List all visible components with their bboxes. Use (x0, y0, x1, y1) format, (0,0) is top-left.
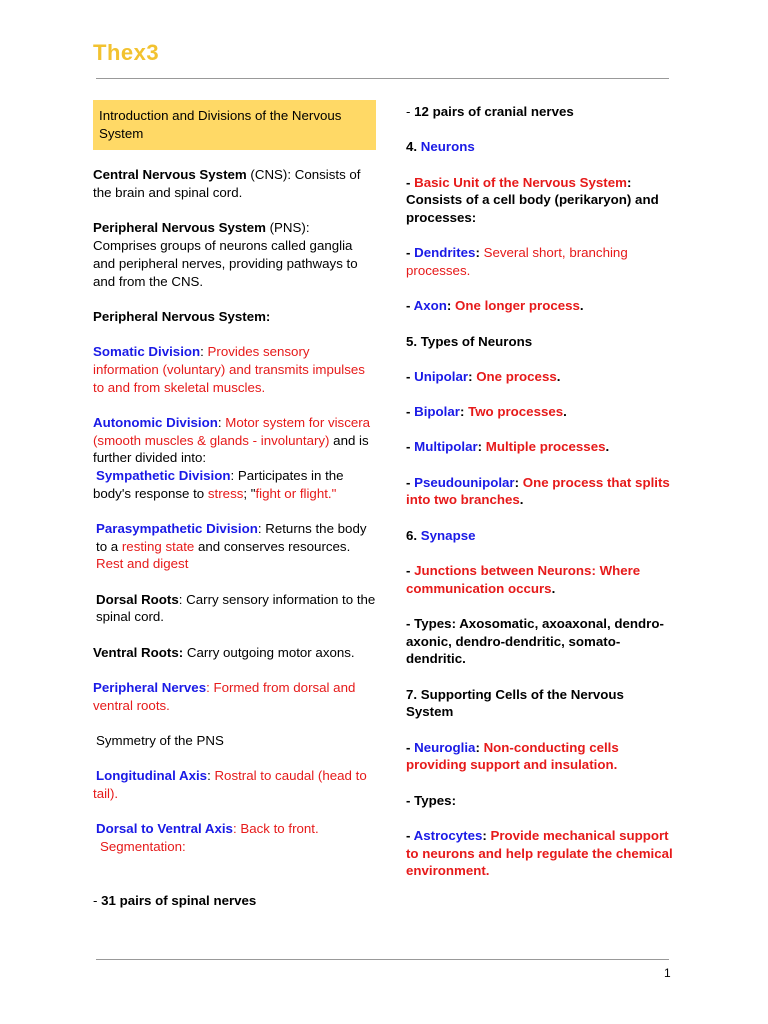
dendrites-term: Dendrites (414, 245, 476, 261)
page-number: 1 (664, 966, 671, 980)
autonomic-paragraph (93, 414, 376, 503)
astrocytes-term: Astrocytes (413, 828, 483, 844)
pseudounipolar-term: Pseudounipolar (414, 474, 515, 490)
pseudounipolar-end: . (519, 492, 524, 508)
neurons-term: Neurons (420, 139, 475, 155)
neuroglia-term: Neuroglia (414, 739, 476, 755)
parasympathetic-paragraph (93, 520, 376, 573)
pns-term: Peripheral Nervous System (93, 220, 266, 236)
left-column (93, 100, 376, 927)
bipolar-colon: : (459, 404, 469, 420)
axon-term: Axon (413, 298, 447, 314)
dorsal-ventral-paragraph (93, 820, 376, 855)
pns-definition: (PNS): Comprises groups of neurons called ganglia and peripheral nerves, providing pathways to and from the CNS. (93, 220, 358, 289)
cranial-nerves-item (406, 103, 674, 121)
neuroglia-definition: Non-conducting cells providing support and insulation. (406, 739, 619, 773)
cranial-nerves-dash: - (406, 104, 415, 119)
dorsal-ventral-term: Dorsal to Ventral Axis (96, 821, 233, 837)
longitudinal-axis-paragraph (93, 767, 376, 802)
axon-item (406, 297, 674, 315)
somatic-paragraph (93, 343, 376, 396)
somatic-term: Somatic Division (93, 344, 201, 360)
peripheral-nerves-definition: : Formed from dorsal and ventral roots. (93, 679, 356, 713)
peripheral-nerves-paragraph (93, 679, 376, 714)
cns-definition: (CNS): Consists of the brain and spinal cord. (93, 167, 361, 201)
ventral-roots-paragraph (93, 644, 376, 662)
bipolar-definition: Two processes (468, 404, 564, 420)
dorsal-roots-term: Dorsal Roots (96, 591, 179, 607)
unipolar-definition: One process (476, 368, 557, 384)
dendrites-colon: : (475, 245, 484, 261)
astrocytes-colon: : (482, 828, 491, 844)
neurons-heading (406, 138, 674, 156)
longitudinal-axis-term: Longitudinal Axis (96, 768, 208, 784)
axon-definition: One longer process (455, 298, 580, 314)
unipolar-dash: - (406, 368, 415, 384)
spinal-nerves-dash: - (93, 892, 102, 908)
dorsal-ventral-definition: : Back to front. (232, 821, 319, 837)
ventral-roots-term: Ventral Roots: (93, 644, 184, 660)
pns-paragraph (93, 219, 376, 290)
junctions-item (406, 562, 674, 597)
astrocytes-item (406, 827, 674, 880)
sympathetic-fight: fight or flight." (255, 485, 337, 501)
autonomic-definition: Motor system for viscera (smooth muscles & glands - involuntary) (93, 414, 371, 448)
parasympathetic-text-1: : Returns the body to a (96, 520, 367, 554)
dendrites-item (406, 244, 674, 279)
sympathetic-term: Sympathetic Division (96, 467, 231, 483)
sympathetic-stress: stress (207, 485, 244, 501)
dorsal-roots-paragraph (93, 591, 376, 626)
synapse-heading (406, 527, 674, 545)
pseudounipolar-dash: - (406, 474, 415, 490)
multipolar-term: Multipolar (414, 439, 478, 455)
sympathetic-text-2: ; " (243, 485, 256, 501)
autonomic-colon: : (217, 414, 226, 430)
cns-term: Central Nervous System (93, 167, 247, 183)
pseudounipolar-item (406, 474, 674, 509)
synapse-term: Synapse (420, 527, 476, 543)
right-column (406, 103, 674, 898)
basic-unit-dash: - (406, 174, 415, 190)
astrocytes-definition: Provide mechanical support to neurons and help regulate the chemical environment. (406, 828, 673, 879)
basic-unit-term: Basic Unit of the Nervous System (414, 174, 627, 190)
symmetry-heading: Symmetry of the PNS (96, 732, 224, 748)
multipolar-item (406, 438, 674, 456)
somatic-definition: Provides sensory information (voluntary) and transmits impulses to and from skeletal muscles. (93, 344, 365, 395)
pseudounipolar-colon: : (514, 474, 523, 490)
parasympathetic-text-2: and conserves resources. (194, 538, 351, 554)
ventral-roots-definition: Carry outgoing motor axons. (183, 644, 355, 660)
dendrites-dash: - (406, 245, 415, 261)
unipolar-term: Unipolar (414, 368, 469, 384)
longitudinal-axis-definition: Rostral to caudal (head to tail). (93, 768, 367, 801)
multipolar-definition: Multiple processes (485, 439, 606, 455)
longitudinal-axis-colon: : (207, 768, 215, 784)
cns-paragraph (93, 166, 376, 201)
bipolar-end: . (563, 404, 567, 420)
header-divider (96, 78, 669, 79)
multipolar-colon: : (477, 439, 486, 455)
multipolar-dash: - (406, 439, 415, 455)
axon-dash: - (406, 298, 414, 314)
parasympathetic-term: Parasympathetic Division (96, 520, 258, 536)
dorsal-roots-definition: : Carry sensory information to the spinal cord. (96, 591, 376, 625)
parasympathetic-resting: resting state (121, 538, 195, 554)
axon-colon: : (446, 298, 456, 314)
bipolar-dash: - (406, 404, 415, 420)
autonomic-rest: and is further divided into: (93, 432, 369, 466)
basic-unit-definition: : Consists of a cell body (perikaryon) and processes: (406, 174, 659, 225)
parasympathetic-rest: Rest and digest (96, 556, 189, 572)
pseudounipolar-definition: One process that splits into two branches (406, 474, 670, 508)
spinal-nerves-item (93, 892, 376, 910)
peripheral-nerves-term: Peripheral Nerves (93, 679, 207, 695)
neuroglia-colon: : (475, 739, 484, 755)
neurons-number: 4. (406, 139, 421, 155)
synapse-number: 6. (406, 527, 421, 543)
spinal-nerves-text: 31 pairs of spinal nerves (101, 892, 257, 908)
footer-divider (96, 959, 669, 960)
segmentation-label: Segmentation: (100, 838, 186, 854)
neuroglia-dash: - (406, 739, 415, 755)
junctions-dash: - (406, 563, 415, 579)
unipolar-colon: : (468, 368, 477, 384)
brand-logo-text: Thex3 (93, 40, 160, 65)
synapse-types-item: - Types: Axosomatic, axoaxonal, dendro-axonic, dendro-dendritic, somato-dendritic. (406, 616, 664, 667)
neuroglia-item (406, 739, 674, 774)
multipolar-end: . (605, 439, 610, 455)
dendrites-definition: Several short, branching processes. (406, 245, 628, 278)
basic-unit-item (406, 174, 674, 227)
unipolar-end: . (556, 368, 561, 384)
glia-types-item: - Types: (406, 792, 456, 808)
supporting-cells-heading: 7. Supporting Cells of the Nervous System (406, 686, 624, 720)
sympathetic-text-1: : Participates in the body's response to (93, 467, 344, 501)
junctions-definition: Junctions between Neurons: Where communication occurs (406, 563, 641, 596)
bipolar-item (406, 403, 674, 421)
axon-end: . (579, 298, 584, 314)
unipolar-item (406, 368, 674, 386)
astrocytes-dash: - (406, 828, 414, 844)
types-of-neurons-heading: 5. Types of Neurons (406, 333, 533, 349)
bipolar-term: Bipolar (414, 404, 460, 420)
autonomic-term: Autonomic Division (93, 414, 218, 430)
junctions-end: . (551, 580, 556, 596)
pns-heading: Peripheral Nervous System: (93, 308, 271, 324)
cranial-nerves-text: 12 pairs of cranial nerves (414, 104, 574, 119)
section-callout: Introduction and Divisions of the Nervous System (93, 100, 376, 150)
somatic-colon: : (200, 344, 208, 360)
